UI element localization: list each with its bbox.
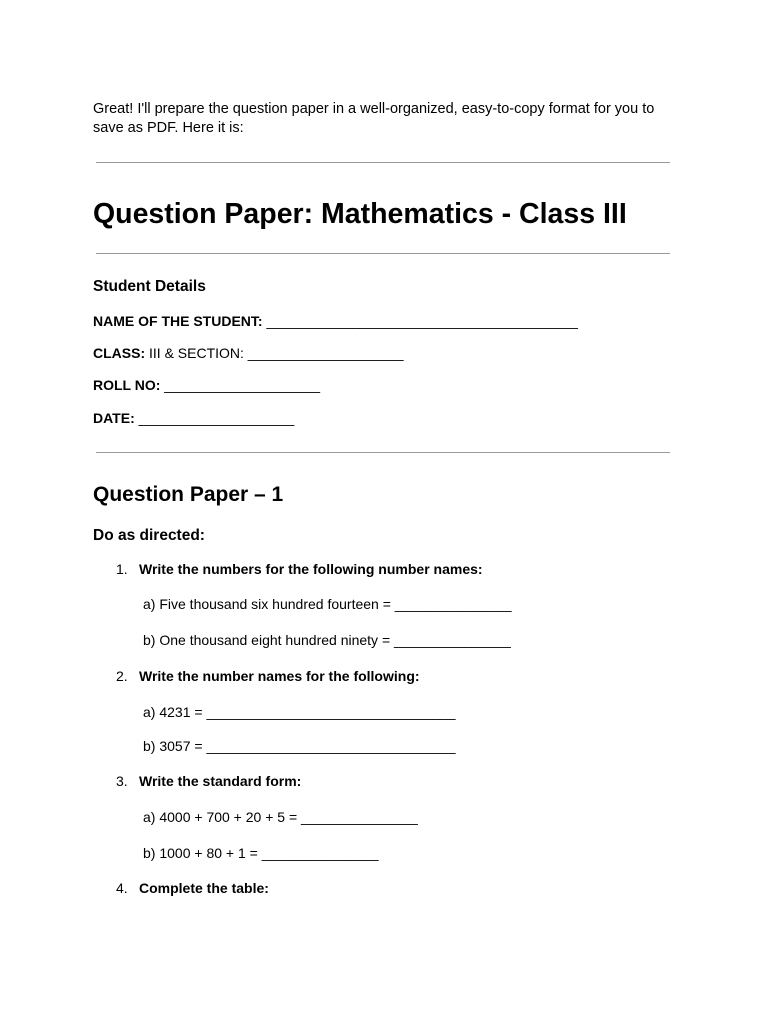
date-blank: ____________________: [138, 410, 295, 426]
question-number: 2.: [116, 668, 128, 684]
question-2: [116, 667, 420, 685]
question-number: 3.: [116, 773, 128, 789]
class-field: [93, 344, 404, 362]
horizontal-rule-under-title: [96, 253, 670, 254]
question-3: [116, 772, 301, 790]
question-1-item-b: b) One thousand eight hundred ninety = _______________: [143, 632, 511, 648]
date-field: [93, 409, 294, 427]
question-1-item-a: a) Five thousand six hundred fourteen = _______________: [143, 596, 512, 612]
question-1: [116, 560, 483, 578]
roll-no-field: [93, 376, 320, 394]
horizontal-rule-top: [96, 162, 670, 163]
date-label: DATE:: [93, 410, 135, 426]
student-name-field: [93, 312, 578, 330]
student-name-label: NAME OF THE STUDENT:: [93, 313, 263, 329]
roll-no-blank: ____________________: [164, 377, 321, 393]
student-name-blank: ________________________________________: [266, 313, 578, 329]
question-text: Complete the table:: [139, 880, 269, 896]
instruction-heading: Do as directed:: [93, 527, 205, 544]
question-text: Write the numbers for the following number names:: [139, 561, 483, 577]
question-3-item-a: a) 4000 + 700 + 20 + 5 = _______________: [143, 809, 418, 825]
intro-text: Great! I'll prepare the question paper in a well-organized, easy-to-copy format for you to save as PDF. Here it is:: [93, 101, 655, 136]
class-value: III & SECTION: ____________________: [149, 345, 404, 361]
question-2-item-b: b) 3057 = ________________________________: [143, 738, 456, 754]
question-2-item-a: a) 4231 = ________________________________: [143, 704, 456, 720]
page-title: Question Paper: Mathematics - Class III: [93, 198, 627, 230]
question-number: 4.: [116, 880, 128, 896]
question-3-item-b: b) 1000 + 80 + 1 = _______________: [143, 845, 379, 861]
class-label: CLASS:: [93, 345, 146, 361]
roll-no-label: ROLL NO:: [93, 377, 161, 393]
horizontal-rule-under-details: [96, 452, 670, 453]
student-details-heading: Student Details: [93, 278, 206, 295]
question-4: [116, 879, 269, 897]
question-text: Write the standard form:: [139, 773, 302, 789]
question-text: Write the number names for the following:: [139, 668, 420, 684]
question-paper-heading: Question Paper – 1: [93, 483, 284, 506]
question-number: 1.: [116, 561, 128, 577]
